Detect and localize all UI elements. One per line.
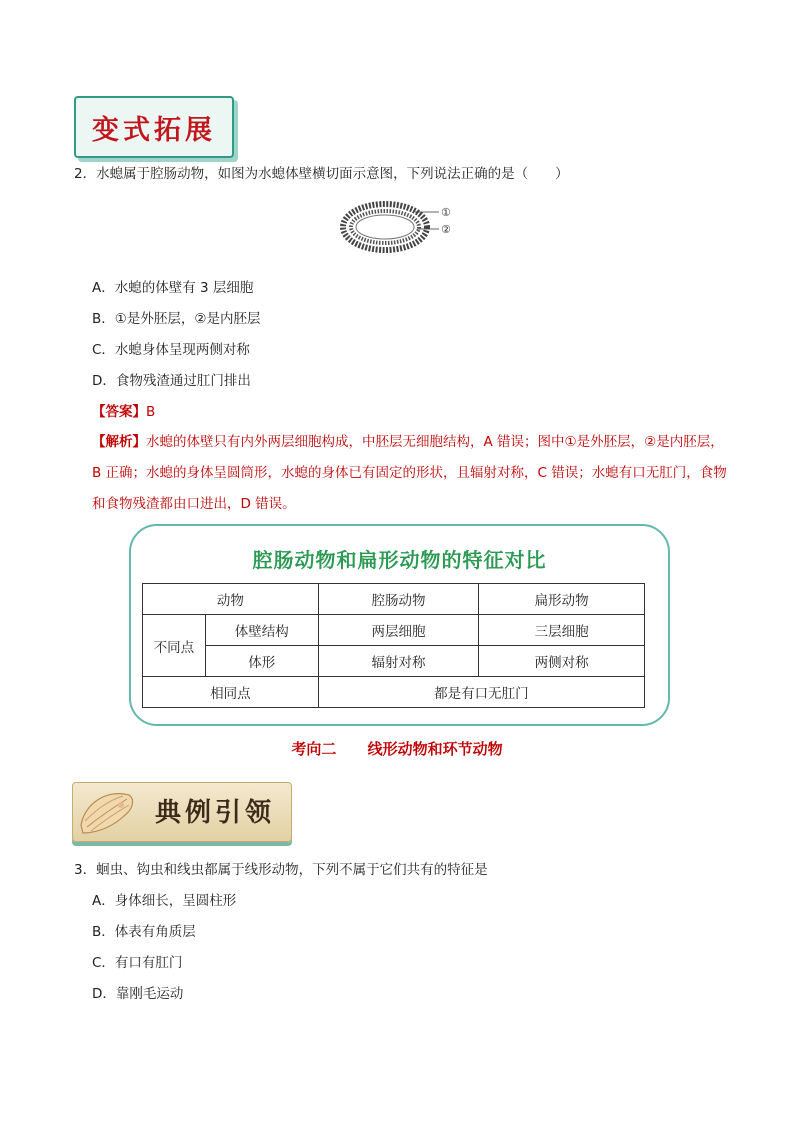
hydra-cross-section-diagram — [335, 196, 465, 258]
table-cell: 两层细胞 — [318, 615, 479, 646]
banner-example — [72, 782, 292, 842]
table-header-coelenterate: 腔肠动物 — [318, 584, 479, 615]
diagram-label-2: ② — [441, 223, 451, 236]
q2-option-a: A．水螅的体壁有 3 层细胞 — [92, 280, 254, 296]
table-cell: 三层细胞 — [479, 615, 645, 646]
q2-option-c: C．水螅身体呈现两侧对称 — [92, 342, 250, 358]
comparison-box — [129, 524, 670, 726]
table-cell: 体形 — [205, 646, 318, 677]
table-header-flatworm: 扁形动物 — [479, 584, 645, 615]
table-row — [143, 615, 645, 646]
section-heading: 考向二 线形动物和环节动物 — [291, 740, 503, 758]
answer-value: B — [146, 404, 156, 420]
table-cell: 体壁结构 — [205, 615, 318, 646]
table-cell: 辐射对称 — [318, 646, 479, 677]
q3-option-b: B．体表有角质层 — [92, 924, 196, 940]
table-cell-same-label: 相同点 — [143, 677, 319, 708]
explanation-text: 水螅的体壁只有内外两层细胞构成，中胚层无细胞结构，A 错误；图中①是外胚层，②是内胚层，B 正确；水螅的身体呈圆筒形，水螅的身体已有固定的形状，且辐射对称，C 错误；水螅有口无肛门，食物和食物残渣都由口进出，D 错误。 — [92, 434, 727, 512]
q2-option-d: D．食物残渣通过肛门排出 — [92, 373, 251, 389]
q2-option-b: B．①是外胚层，②是内胚层 — [92, 311, 261, 327]
banner-example-text: 典例引领 — [155, 798, 276, 828]
answer-label: 【答案】 — [92, 404, 146, 420]
table-cell: 两侧对称 — [479, 646, 645, 677]
q3-stem: 3．蛔虫、钩虫和线虫都属于线形动物，下列不属于它们共有的特征是 — [74, 862, 488, 878]
table-row — [143, 646, 645, 677]
seashell-icon — [77, 785, 137, 839]
table-cell-diff-label: 不同点 — [143, 615, 206, 677]
table-row — [143, 584, 645, 615]
q2-answer — [92, 402, 155, 422]
q2-stem: 2．水螅属于腔肠动物，如图为水螅体壁横切面示意图，下列说法正确的是（ ） — [74, 166, 569, 182]
q3-option-c: C．有口有肛门 — [92, 955, 183, 971]
q3-option-d: D．靠刚毛运动 — [92, 986, 184, 1002]
q3-option-a: A．身体细长，呈圆柱形 — [92, 893, 237, 909]
explanation-label: 【解析】 — [92, 434, 146, 450]
table-cell-same-value: 都是有口无肛门 — [318, 677, 644, 708]
q2-explanation — [92, 427, 728, 520]
table-row — [143, 677, 645, 708]
comparison-title: 腔肠动物和扁形动物的特征对比 — [252, 548, 547, 572]
diagram-label-1: ① — [441, 206, 451, 219]
comparison-table — [142, 583, 645, 708]
banner-practice-text: 变式拓展 — [92, 114, 216, 146]
banner-practice — [74, 96, 234, 158]
table-header-animal: 动物 — [143, 584, 319, 615]
